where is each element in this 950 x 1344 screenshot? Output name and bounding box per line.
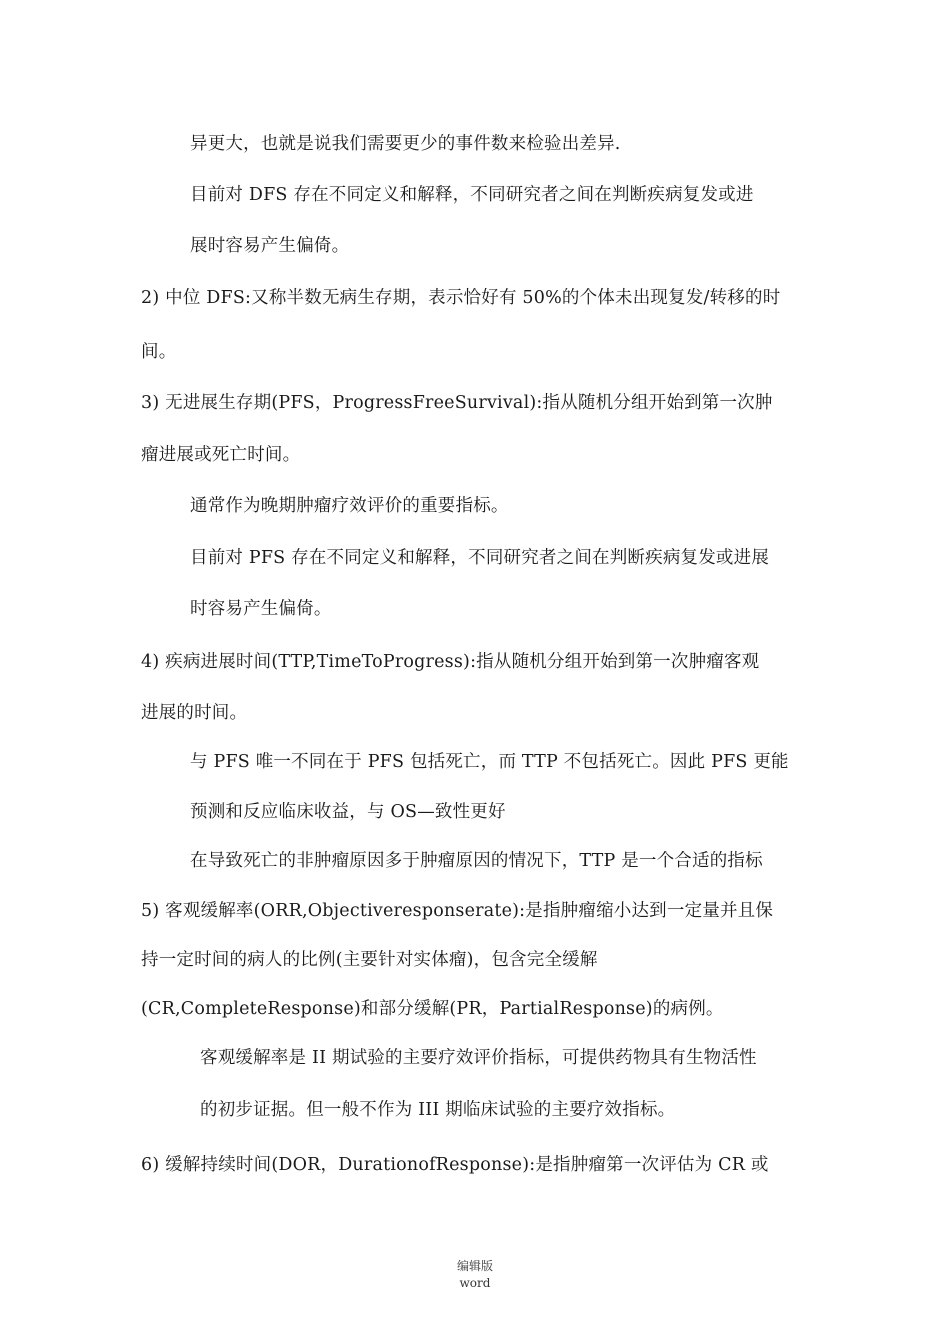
text-line: 4) 疾病进展时间(TTP,TimeToProgress):指从随机分组开始到第一次肿瘤客观 — [141, 652, 760, 672]
text-line: 进展的时间。 — [141, 703, 248, 723]
text-line: 在导致死亡的非肿瘤原因多于肿瘤原因的情况下，TTP 是一个合适的指标 — [190, 851, 763, 871]
text-line: 时容易产生偏倚。 — [190, 599, 332, 619]
text-line: 目前对 PFS 存在不同定义和解释，不同研究者之间在判断疾病复发或进展 — [190, 548, 770, 568]
text-line: 展时容易产生偏倚。 — [190, 236, 350, 256]
text-line: 持一定时间的病人的比例(主要针对实体瘤)，包含完全缓解 — [141, 950, 598, 970]
footer-sublabel: word — [459, 1276, 491, 1290]
text-line: 间。 — [141, 342, 177, 362]
text-line: 目前对 DFS 存在不同定义和解释，不同研究者之间在判断疾病复发或进 — [190, 185, 754, 205]
text-line: 预测和反应临床收益，与 OS—致性更好 — [190, 802, 506, 822]
text-line: 2) 中位 DFS:又称半数无病生存期，表示恰好有 50%的个体未出现复发/转移的时 — [141, 288, 781, 308]
text-line: 通常作为晚期肿瘤疗效评价的重要指标。 — [190, 496, 509, 516]
text-line: 3) 无进展生存期(PFS，ProgressFreeSurvival):指从随机分组开始到第一次肿 — [141, 393, 773, 413]
text-line: 6) 缓解持续时间(DOR，DurationofResponse):是指肿瘤第一次评估为 CR 或 — [141, 1155, 769, 1175]
text-line: (CR,CompleteResponse)和部分缓解(PR，PartialResponse)的病例。 — [141, 999, 724, 1019]
text-line: 瘤进展或死亡时间。 — [141, 445, 301, 465]
text-line: 与 PFS 唯一不同在于 PFS 包括死亡，而 TTP 不包括死亡。因此 PFS 更能 — [190, 752, 789, 772]
footer-label: 编辑版 — [456, 1259, 493, 1273]
text-line: 异更大，也就是说我们需要更少的事件数来检验出差异. — [190, 134, 621, 154]
text-line: 5) 客观缓解率(ORR,Objectiveresponserate):是指肿瘤缩小达到一定量并且保 — [141, 901, 774, 921]
text-line: 客观缓解率是 II 期试验的主要疗效评价指标，可提供药物具有生物活性 — [200, 1048, 757, 1068]
text-line: 的初步证据。但一般不作为 III 期临床试验的主要疗效指标。 — [200, 1100, 676, 1120]
